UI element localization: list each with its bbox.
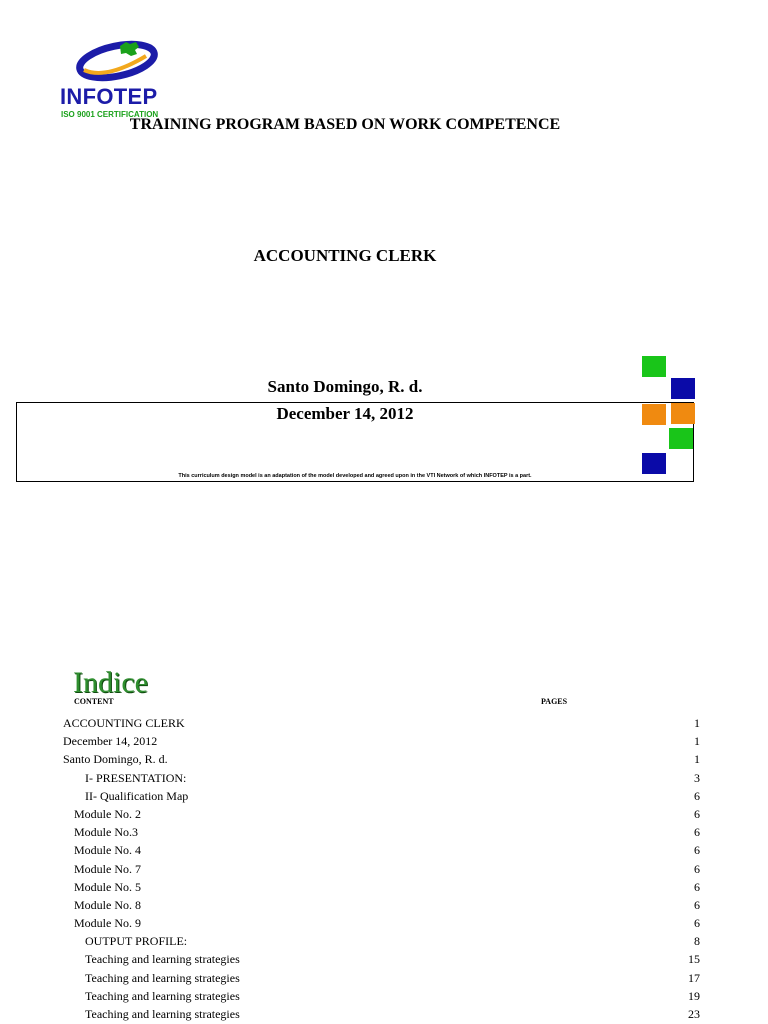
toc-entry[interactable] bbox=[0, 987, 768, 1005]
toc-entry[interactable] bbox=[0, 914, 768, 932]
decor-square-green bbox=[669, 428, 693, 449]
logo-wordmark: INFOTEP bbox=[60, 84, 158, 109]
toc-entry[interactable] bbox=[0, 969, 768, 987]
toc-entry-page: 6 bbox=[694, 861, 700, 876]
decor-square-green bbox=[642, 356, 666, 377]
toc-entry[interactable] bbox=[0, 823, 768, 841]
toc-entry-label: II- Qualification Map bbox=[85, 788, 189, 803]
toc-entry[interactable] bbox=[0, 732, 768, 750]
toc-entry-page: 1 bbox=[694, 734, 700, 749]
decor-square-orange bbox=[671, 403, 695, 424]
toc-entry[interactable] bbox=[0, 1005, 768, 1023]
toc-entry-page: 6 bbox=[694, 788, 700, 803]
date-line: December 14, 2012 bbox=[276, 404, 414, 423]
toc-entry-label: Teaching and learning strategies bbox=[85, 988, 240, 1003]
toc-entry-page: 23 bbox=[688, 1007, 700, 1021]
toc-entry-label: ACCOUNTING CLERK bbox=[63, 716, 185, 730]
place-line: Santo Domingo, R. d. bbox=[267, 377, 423, 396]
toc-entry[interactable] bbox=[0, 805, 768, 823]
toc-entry-page: 6 bbox=[694, 879, 700, 894]
toc-entry-label: Module No. 9 bbox=[74, 916, 141, 931]
table-of-contents bbox=[0, 714, 768, 1023]
toc-entry[interactable] bbox=[0, 714, 768, 732]
toc-entry-label: Teaching and learning strategies bbox=[85, 1007, 240, 1021]
toc-entry-label: Teaching and learning strategies bbox=[85, 952, 240, 967]
program-title: TRAINING PROGRAM BASED ON WORK COMPETENCE bbox=[129, 116, 561, 133]
toc-entry[interactable] bbox=[0, 950, 768, 968]
decor-square-blue bbox=[671, 378, 695, 399]
toc-entry[interactable] bbox=[0, 932, 768, 950]
toc-entry-label: December 14, 2012 bbox=[63, 734, 158, 749]
toc-entry-label: Module No. 8 bbox=[74, 897, 141, 912]
toc-entry-label: Module No. 2 bbox=[74, 806, 141, 821]
column-header-pages: PAGES bbox=[541, 697, 568, 706]
toc-entry[interactable] bbox=[0, 878, 768, 896]
toc-entry-page: 1 bbox=[694, 716, 700, 730]
toc-entry-label: OUTPUT PROFILE: bbox=[85, 934, 188, 949]
toc-entry[interactable] bbox=[0, 841, 768, 859]
toc-entry-label: I- PRESENTATION: bbox=[85, 770, 187, 785]
column-header-content: CONTENT bbox=[74, 697, 114, 706]
toc-entry[interactable] bbox=[0, 769, 768, 787]
toc-entry-page: 6 bbox=[694, 843, 700, 858]
toc-entry-page: 6 bbox=[694, 897, 700, 912]
decor-square-blue bbox=[642, 453, 666, 474]
logo-certification: ISO 9001 CERTIFICATION bbox=[61, 110, 159, 119]
toc-entry-label: Teaching and learning strategies bbox=[85, 970, 240, 985]
infotep-logo bbox=[58, 36, 178, 126]
toc-entry[interactable] bbox=[0, 787, 768, 805]
toc-entry-label: Santo Domingo, R. d. bbox=[63, 752, 168, 767]
toc-entry-label: Module No.3 bbox=[74, 825, 138, 840]
document-title: ACCOUNTING CLERK bbox=[253, 246, 437, 265]
toc-entry-page: 6 bbox=[694, 825, 700, 840]
toc-entry[interactable] bbox=[0, 860, 768, 878]
toc-entry-page: 19 bbox=[688, 988, 700, 1003]
toc-entry-page: 17 bbox=[688, 970, 700, 985]
toc-entry-page: 3 bbox=[694, 770, 700, 785]
toc-entry-page: 6 bbox=[694, 916, 700, 931]
toc-entry-page: 8 bbox=[694, 934, 700, 949]
decor-square-orange bbox=[642, 404, 666, 425]
toc-entry[interactable] bbox=[0, 750, 768, 768]
toc-entry-page: 15 bbox=[688, 952, 700, 967]
curriculum-note: This curriculum design model is an adaptation of the model developed and agreed upon in the VTI Network of which INFOTEP is a part. bbox=[178, 473, 532, 479]
toc-entry-page: 1 bbox=[694, 752, 700, 767]
toc-entry-page: 6 bbox=[694, 806, 700, 821]
index-heading: Indice bbox=[73, 666, 148, 699]
toc-entry-label: Module No. 5 bbox=[74, 879, 141, 894]
toc-entry-label: Module No. 7 bbox=[74, 861, 141, 876]
toc-entry[interactable] bbox=[0, 896, 768, 914]
toc-entry-label: Module No. 4 bbox=[74, 843, 141, 858]
infotep-emblem-icon bbox=[76, 36, 158, 84]
